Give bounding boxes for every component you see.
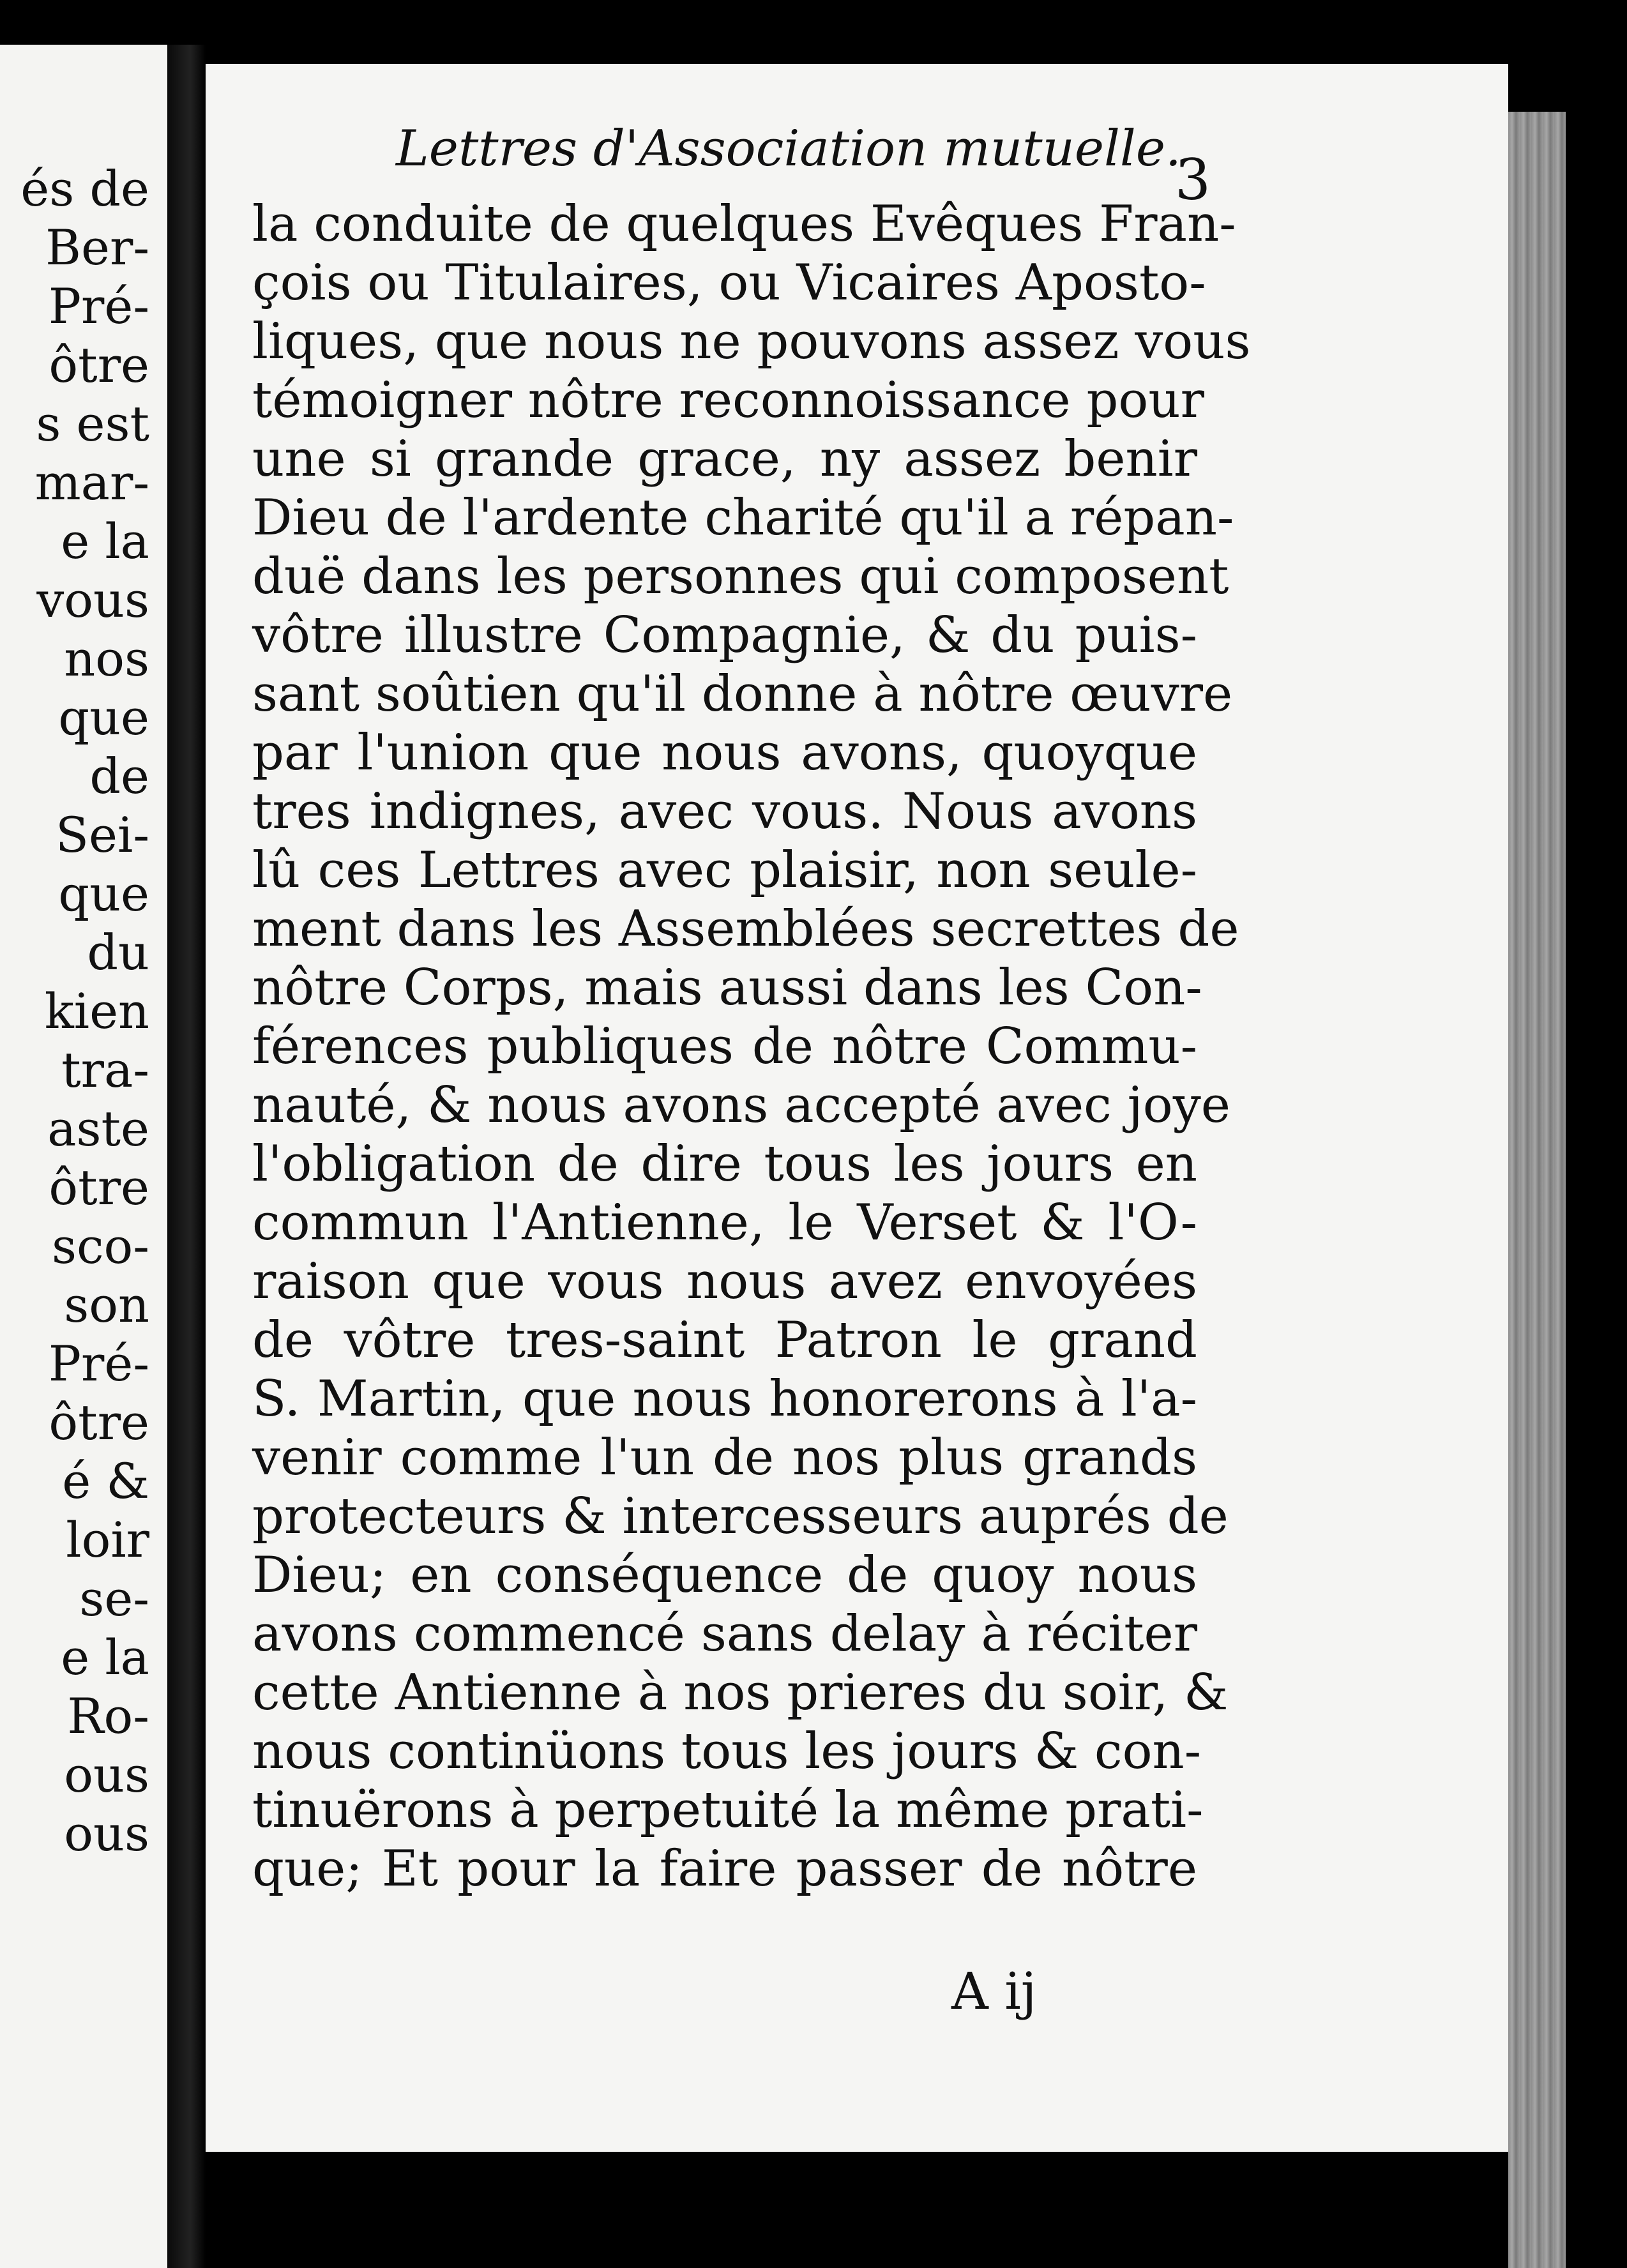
left-page-line: Pré- xyxy=(48,278,149,335)
text-line: Dieu de l'ardente charité qu'il a répan- xyxy=(252,489,1234,547)
body-text xyxy=(252,195,1251,1898)
running-head: Lettres d'Association mutuelle. xyxy=(396,120,1181,178)
text-line: venir comme l'un de nos plus grands xyxy=(252,1429,1197,1486)
left-page-line: e la xyxy=(61,1629,149,1686)
left-page-line: és de xyxy=(20,160,149,217)
text-line: nous continüons tous les jours & con- xyxy=(252,1723,1202,1780)
text-line: raison que vous nous avez envoyées xyxy=(252,1253,1197,1310)
left-page-line: ôtre xyxy=(49,1394,149,1451)
text-line: de vôtre tres-saint Patron le grand xyxy=(252,1312,1197,1369)
text-line: sant soûtien qu'il donne à nôtre œuvre xyxy=(252,665,1233,723)
text-line: par l'union que nous avons, quoyque xyxy=(252,724,1197,782)
text-line: nauté, & nous avons accepté avec joye xyxy=(252,1077,1230,1134)
text-line: ment dans les Assemblées secrettes de xyxy=(252,900,1239,958)
left-page-line: Ber- xyxy=(45,219,149,276)
text-line: que; Et pour la faire passer de nôtre xyxy=(252,1840,1197,1898)
text-line: lû ces Lettres avec plaisir, non seule- xyxy=(252,842,1197,899)
signature-mark: A ij xyxy=(951,1962,1037,2021)
text-line: une si grande grace, ny assez benir xyxy=(252,430,1197,488)
text-line: duë dans les personnes qui composent xyxy=(252,548,1229,605)
left-page-line: que xyxy=(58,865,149,922)
left-page-line: loir xyxy=(66,1511,149,1568)
left-page-line: tra- xyxy=(61,1041,149,1098)
left-page-line: Sei- xyxy=(55,806,149,863)
left-page-line: son xyxy=(64,1276,149,1333)
left-page-line: sco- xyxy=(51,1218,149,1274)
left-page-line: Pré- xyxy=(48,1335,149,1392)
left-page-line: de xyxy=(89,748,149,805)
book-gutter xyxy=(167,45,206,2268)
text-line: avons commencé sans delay à réciter xyxy=(252,1605,1197,1663)
left-page-line: Ro- xyxy=(67,1688,149,1744)
left-page-line: ous xyxy=(64,1746,149,1803)
text-line: S. Martin, que nous honorerons à l'a- xyxy=(252,1370,1197,1428)
left-page-line: aste xyxy=(47,1100,149,1157)
text-line: tinuërons à perpetuité la même prati- xyxy=(252,1781,1204,1839)
left-page-line: se- xyxy=(79,1570,149,1627)
text-line: çois ou Titulaires, ou Vicaires Aposto- xyxy=(252,254,1206,312)
page-number: 3 xyxy=(1175,147,1211,213)
text-line: protecteurs & intercesseurs auprés de xyxy=(252,1488,1229,1545)
left-page-line: du xyxy=(87,924,149,981)
left-page-line: nos xyxy=(64,630,149,687)
text-line: liques, que nous ne pouvons assez vous xyxy=(252,313,1251,370)
text-line: l'obligation de dire tous les jours en xyxy=(252,1135,1197,1193)
text-line: commun l'Antienne, le Verset & l'O- xyxy=(252,1194,1197,1251)
text-line: témoigner nôtre reconnoissance pour xyxy=(252,372,1204,429)
page-fore-edge xyxy=(1508,112,1566,2268)
text-line: Dieu; en conséquence de quoy nous xyxy=(252,1546,1197,1604)
text-line: la conduite de quelques Evêques Fran- xyxy=(252,195,1236,253)
text-line: vôtre illustre Compagnie, & du puis- xyxy=(252,607,1197,664)
left-page-line: e la xyxy=(61,513,149,570)
left-page-line: mar- xyxy=(34,454,149,511)
left-page-line: s est xyxy=(36,395,149,452)
left-page-fragment xyxy=(0,45,167,2268)
text-line: nôtre Corps, mais aussi dans les Con- xyxy=(252,959,1202,1017)
left-page-line: que xyxy=(58,689,149,746)
left-page-line: ôtre xyxy=(49,1159,149,1216)
left-page-line: ôtre xyxy=(49,336,149,393)
left-page-line: ous xyxy=(64,1805,149,1862)
left-page-line: kien xyxy=(44,983,149,1040)
text-line: tres indignes, avec vous. Nous avons xyxy=(252,783,1197,840)
text-line: férences publiques de nôtre Commu- xyxy=(252,1018,1197,1075)
left-page-line: é & xyxy=(62,1453,149,1509)
left-page-line: vous xyxy=(36,571,149,628)
text-line: cette Antienne à nos prieres du soir, & xyxy=(252,1664,1229,1721)
